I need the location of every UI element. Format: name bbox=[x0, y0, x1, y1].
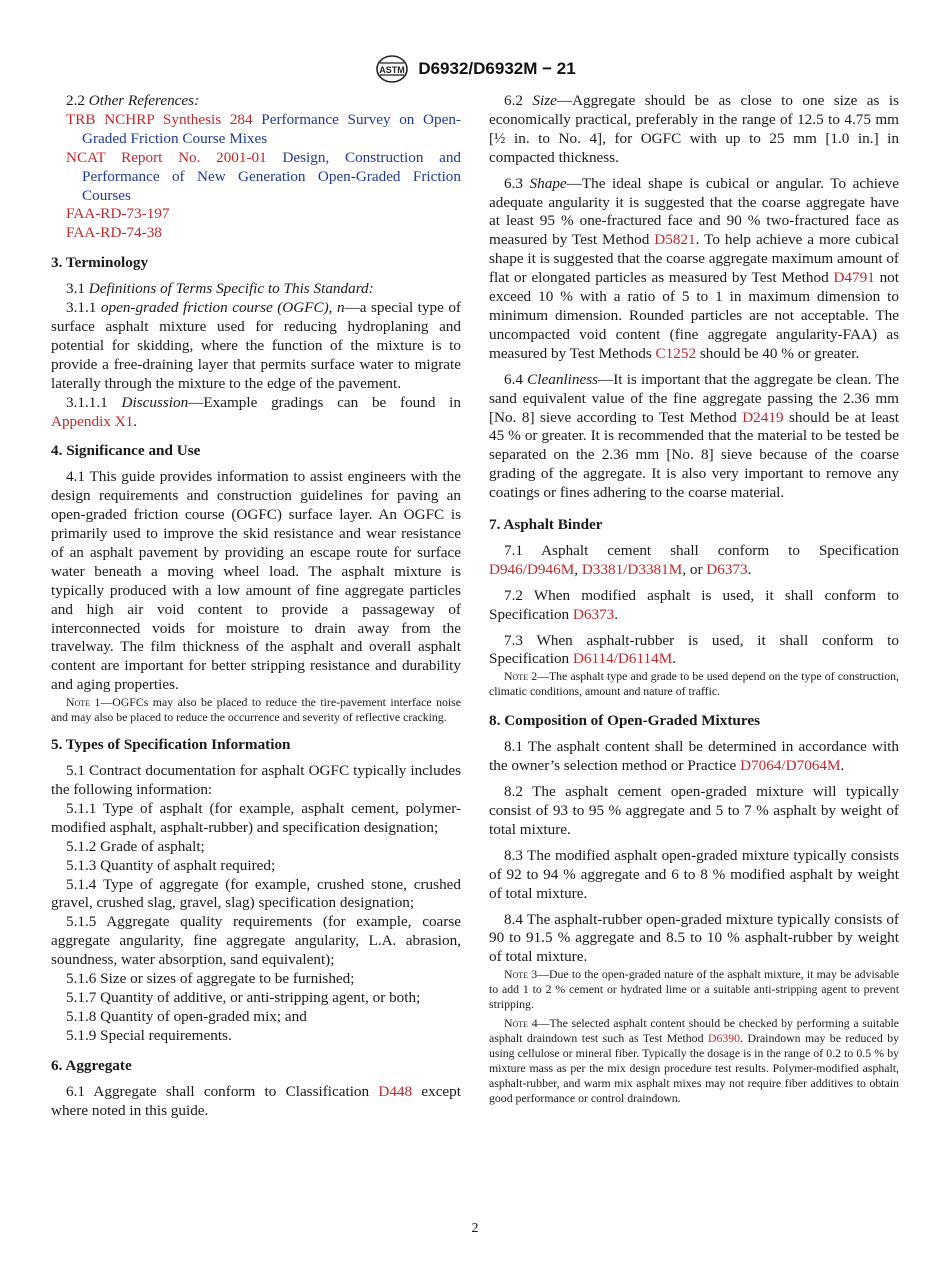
section-3-1-1-1: 3.1.1.1 Discussion—Example gradings can be found in Appendix X1. bbox=[51, 393, 461, 430]
section-7-1: 7.1 Asphalt cement shall conform to Specification D946/D946M, D3381/D3381M, or D6373. bbox=[489, 541, 899, 578]
reference-title-link[interactable]: Design, Construction and Performance of New Generation Open-Graded Friction Courses bbox=[82, 148, 462, 204]
standard-link[interactable]: D3381/D3381M bbox=[581, 560, 683, 578]
appendix-link[interactable]: Appendix X1 bbox=[51, 412, 134, 430]
section-6-4: 6.4 Cleanliness—It is important that the aggregate be clean. The sand equivalent value of the fine aggregate passing the 2.36 mm [No. 8] sieve according to Test Method D2419 should be at least 45 % or greater. It is recommended that the material to be tested be separated on the 2.36 mm [No. 8] sieve because of the coarse grading of the aggregate. It is also very important to remove any coatings or fines adhering to the coarse material. bbox=[489, 370, 899, 502]
section-8-1: 8.1 The asphalt content shall be determined in accordance with the owner’s selection method or Practice D7064/D7064M. bbox=[489, 738, 899, 775]
section-2-2: 2.2 Other References: bbox=[66, 92, 200, 109]
section-8-4: 8.4 The asphalt-rubber open-graded mixture typically consists of 90 to 91.5 % aggregate and 8.5 to 10 % asphalt-rubber by weight of total mixture. bbox=[489, 910, 899, 966]
section-5-heading: 5. Types of Specification Information bbox=[51, 736, 291, 754]
reference-item bbox=[51, 149, 461, 206]
list-item: 5.1.8 Quantity of open-graded mix; and bbox=[66, 1007, 307, 1025]
list-item: 5.1.6 Size or sizes of aggregate to be furnished; bbox=[66, 970, 355, 988]
section-7-2: 7.2 When modified asphalt is used, it shall conform to Specification D6373. bbox=[489, 586, 899, 623]
left-column bbox=[51, 92, 461, 1120]
list-item: 5.1.1 Type of asphalt (for example, asphalt cement, polymer-modified asphalt, asphalt-rubber) and specification designation; bbox=[51, 799, 461, 836]
reference-code-link[interactable]: FAA-RD-74-38 bbox=[66, 224, 162, 242]
reference-title-link[interactable]: Performance Survey on Open-Graded Friction Course Mixes bbox=[82, 110, 461, 147]
list-item: 5.1.9 Special requirements. bbox=[66, 1026, 232, 1044]
section-6-1: 6.1 Aggregate shall conform to Classification D448 except where noted in this guide. bbox=[51, 1082, 461, 1119]
section-4-heading: 4. Significance and Use bbox=[51, 442, 201, 460]
section-7-3: 7.3 When asphalt-rubber is used, it shall conform to Specification D6114/D6114M. bbox=[489, 631, 899, 668]
note-4: Note 4—The selected asphalt content should be checked by performing a suitable asphalt draindown test such as Test Method D6390. Draindown may be reduced by using cellulose or mineral fiber. Typically the dosage is in the range of 0.2 to 0.5 % by mixture mass as per the mix design procedure test results. Polymer-modified asphalt, asphalt-rubber, and warm mix asphalt mixes may not require fiber additives to obtain good performance or control draindown. bbox=[489, 1016, 900, 1106]
section-3-1-1: 3.1.1 open-graded friction course (OGFC), n—a special type of surface asphalt mixture used for reducing hydroplaning and potential for skidding, where the function of the mixture is to provide a free-draining layer that permits surface water to migrate laterally through the mixture to the edge of the pavement. bbox=[51, 299, 461, 392]
standard-link[interactable]: D2419 bbox=[742, 408, 784, 426]
standard-link[interactable]: D6390 bbox=[707, 1031, 741, 1046]
standard-link[interactable]: D6373 bbox=[706, 560, 748, 578]
section-8-3: 8.3 The modified asphalt open-graded mixture typically consists of 92 to 94 % aggregate and 6 to 8 % modified asphalt by weight of total mixture. bbox=[489, 846, 899, 902]
reference-item bbox=[51, 205, 461, 224]
note-1: Note 1—OGFCs may also be placed to reduce the tire-pavement interface noise and may also be placed to reduce the occurrence and severity of reflective cracking. bbox=[51, 695, 461, 725]
list-item: 5.1.5 Aggregate quality requirements (for example, coarse aggregate angularity, fine aggregate angularity, L.A. abrasion, soundness, water absorption, sand equivalent); bbox=[51, 913, 461, 969]
standard-link[interactable]: D946/D946M bbox=[489, 560, 575, 578]
standard-link[interactable]: D6373 bbox=[572, 605, 615, 623]
reference-item bbox=[51, 224, 461, 243]
document-designation: D6932/D6932M − 21 bbox=[418, 59, 576, 78]
standard-link[interactable]: D4791 bbox=[833, 269, 875, 287]
reference-code-link[interactable]: NCAT Report No. 2001-01 bbox=[66, 148, 267, 166]
reference-code-link[interactable]: TRB NCHRP Synthesis 284 bbox=[66, 110, 253, 128]
standard-link[interactable]: D6114/D6114M bbox=[572, 650, 673, 668]
reference-item bbox=[51, 111, 461, 149]
section-6-heading: 6. Aggregate bbox=[51, 1056, 132, 1074]
section-8-heading: 8. Composition of Open-Graded Mixtures bbox=[489, 712, 760, 730]
note-2: Note 2—The asphalt type and grade to be used depend on the type of construction, climatic conditions, amount and nature of traffic. bbox=[489, 669, 899, 699]
section-8-2: 8.2 The asphalt cement open-graded mixture will typically consist of 93 to 95 % aggregate and 5 to 7 % asphalt by weight of total mixture. bbox=[489, 783, 899, 838]
list-item: 5.1.4 Type of aggregate (for example, crushed stone, crushed gravel, crushed slag, gravel, slag) specification designation; bbox=[51, 875, 461, 912]
page-number: 2 bbox=[471, 1221, 479, 1236]
logo-text: ASTM bbox=[379, 65, 406, 75]
standard-link[interactable]: C1252 bbox=[655, 344, 697, 362]
list-item: 5.1 Contract documentation for asphalt OGFC typically includes the following information: bbox=[51, 762, 461, 798]
standard-link[interactable]: D5821 bbox=[654, 231, 696, 249]
section-6-2: 6.2 Size—Aggregate should be as close to one size as is economically practical, preferably in the range of 12.5 to 4.75 mm [½ in. to No. 4], for OGFC with up to 25 mm [1.0 in.] in compacted thickness. bbox=[489, 92, 899, 166]
standard-link[interactable]: D448 bbox=[378, 1082, 413, 1100]
note-3: Note 3—Due to the open-graded nature of the asphalt mixture, it may be advisable to add 1 to 2 % cement or hydrated lime or a suitable anti-stripping agent to prevent stripping. bbox=[489, 967, 899, 1012]
list-item: 5.1.7 Quantity of additive, or anti-stripping agent, or both; bbox=[66, 988, 421, 1006]
section-6-3: 6.3 Shape—The ideal shape is cubical or angular. To achieve adequate angularity it is suggested that the coarse aggregate have at least 95 % one-fractured face and 90 % two-fractured face as measured by Test Method D5821. To help achieve a more cubical shape it is suggested that the coarse aggregate maximum amount of flat or elongated particles as measured by Test Method D4791 not exceed 10 % with a ratio of 5 to 1 in maximum dimension to minimum dimension. Rounded particles are not acceptable. The uncompacted void content (fine aggregate angularity-FAA) as measured by Test Methods C1252 should be 40 % or greater. bbox=[489, 174, 900, 362]
astm-logo-icon bbox=[374, 54, 410, 84]
section-3-1: 3.1 Definitions of Terms Specific to This Standard: bbox=[66, 280, 374, 298]
section-3-heading: 3. Terminology bbox=[51, 254, 149, 272]
reference-code-link[interactable]: FAA-RD-73-197 bbox=[66, 205, 170, 223]
section-7-heading: 7. Asphalt Binder bbox=[489, 516, 603, 534]
list-item: 5.1.2 Grade of asphalt; bbox=[66, 837, 205, 855]
section-4-1: 4.1 This guide provides information to assist engineers with the design requirements and construction guidelines for paving an open-graded friction course (OGFC) surface layer. An OGFC is primarily used to improve the skid resistance and wear resistance of an asphalt pavement by providing an escape route for surface water beneath a moving wheel load. The asphalt mixture is typically produced with a low amount of fine aggregate particles and high air void content to provide a passageway of interconnected voids for moisture to drain away from the travelway. The film thickness of the asphalt and overall asphalt content are important for better stripping resistance and durability and aging properties. bbox=[51, 468, 461, 694]
right-column bbox=[489, 92, 899, 1106]
page-header bbox=[0, 54, 950, 84]
list-item: 5.1.3 Quantity of asphalt required; bbox=[66, 856, 276, 874]
standard-link[interactable]: D7064/D7064M bbox=[740, 757, 841, 775]
